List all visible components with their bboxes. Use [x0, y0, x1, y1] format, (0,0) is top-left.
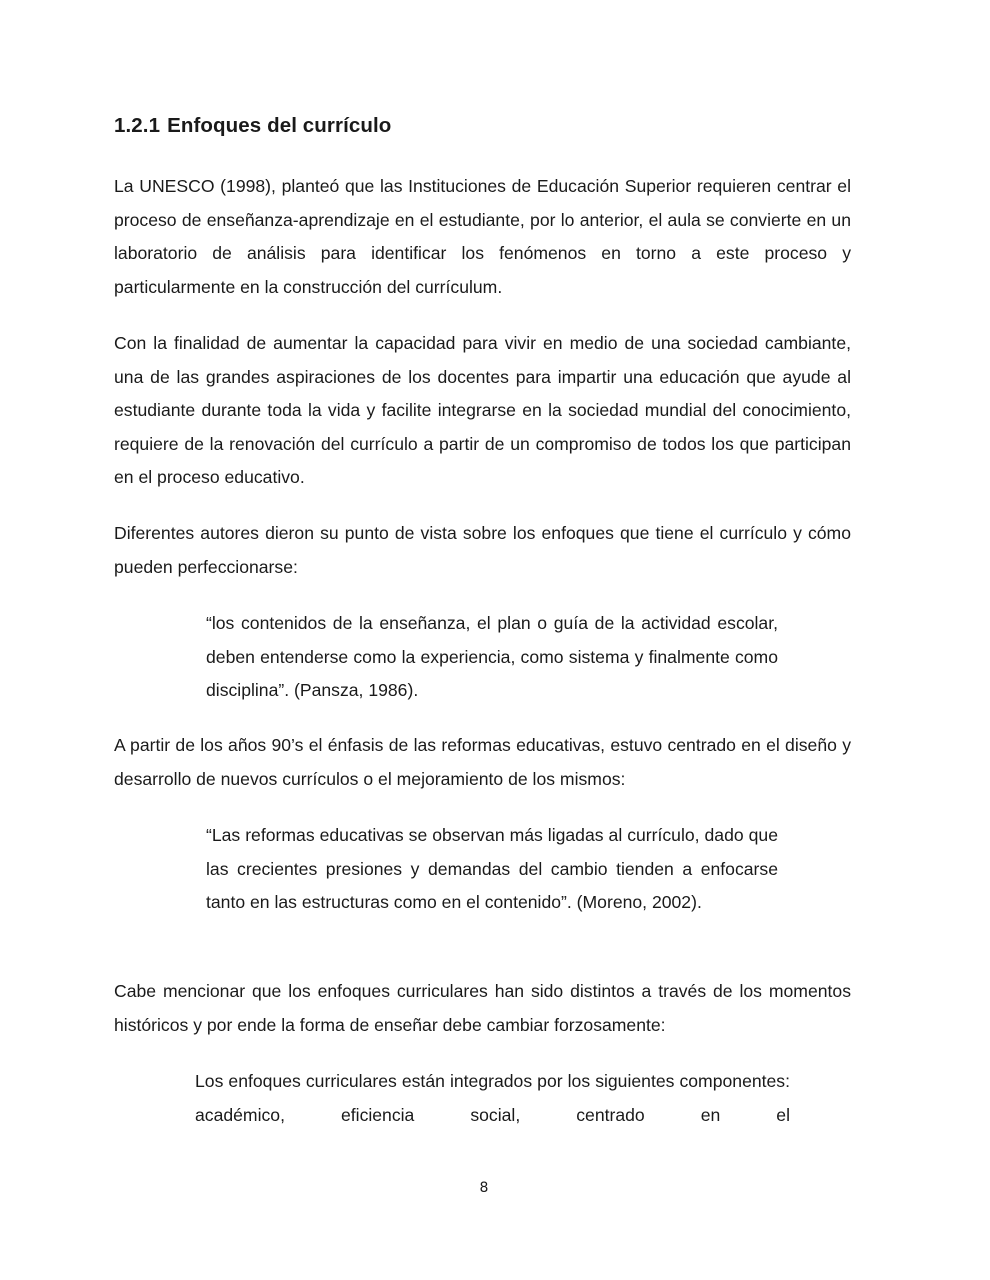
block-quote-pansza: “los contenidos de la enseñanza, el plan o guía de la actividad escolar, deben entenderse como la experiencia, como sistema y finalmente como disciplina”. (Pansza, 1986). [206, 613, 778, 700]
block-quote-moreno: “Las reformas educativas se observan más ligadas al currículo, dado que las crecientes presiones y demandas del cambio tienden a enfocarse tanto en las estructuras como en el contenido”. (Moreno, 2002). [206, 825, 778, 912]
paragraph-enfoques-curriculares: Cabe mencionar que los enfoques curriculares han sido distintos a través de los momentos históricos y por ende la forma de enseñar debe cambiar forzosamente: [114, 981, 851, 1035]
paragraph-anos-90: A partir de los años 90’s el énfasis de las reformas educativas, estuvo centrado en el diseño y desarrollo de nuevos currículos o el mejoramiento de los mismos: [114, 735, 851, 789]
block-quote-componentes: Los enfoques curriculares están integrados por los siguientes componentes: académico, eficiencia social, centrado en el [195, 1071, 790, 1125]
section-title: Enfoques del currículo [167, 114, 392, 137]
paragraph-autores: Diferentes autores dieron su punto de vista sobre los enfoques que tiene el currículo y cómo pueden perfeccionarse: [114, 523, 851, 577]
page-number: 8 [479, 1180, 489, 1196]
paragraph-unesco: La UNESCO (1998), planteó que las Instituciones de Educación Superior requieren centrar el proceso de enseñanza-aprendizaje en el estudiante, por lo anterior, el aula se convierte en un laboratorio de análisis para identificar los fenómenos en torno a este proceso y particularmente en la construcción del currículum. [114, 176, 851, 297]
section-number: 1.2.1 [114, 114, 161, 137]
paragraph-finalidad: Con la finalidad de aumentar la capacidad para vivir en medio de una sociedad cambiante, una de las grandes aspiraciones de los docentes para impartir una educación que ayude al estudiante durante toda la vida y facilite integrarse en la sociedad mundial del conocimiento, requiere de la renovación del currículo a partir de un compromiso de todos los que participan en el proceso educativo. [114, 333, 851, 487]
section-heading [114, 114, 391, 138]
